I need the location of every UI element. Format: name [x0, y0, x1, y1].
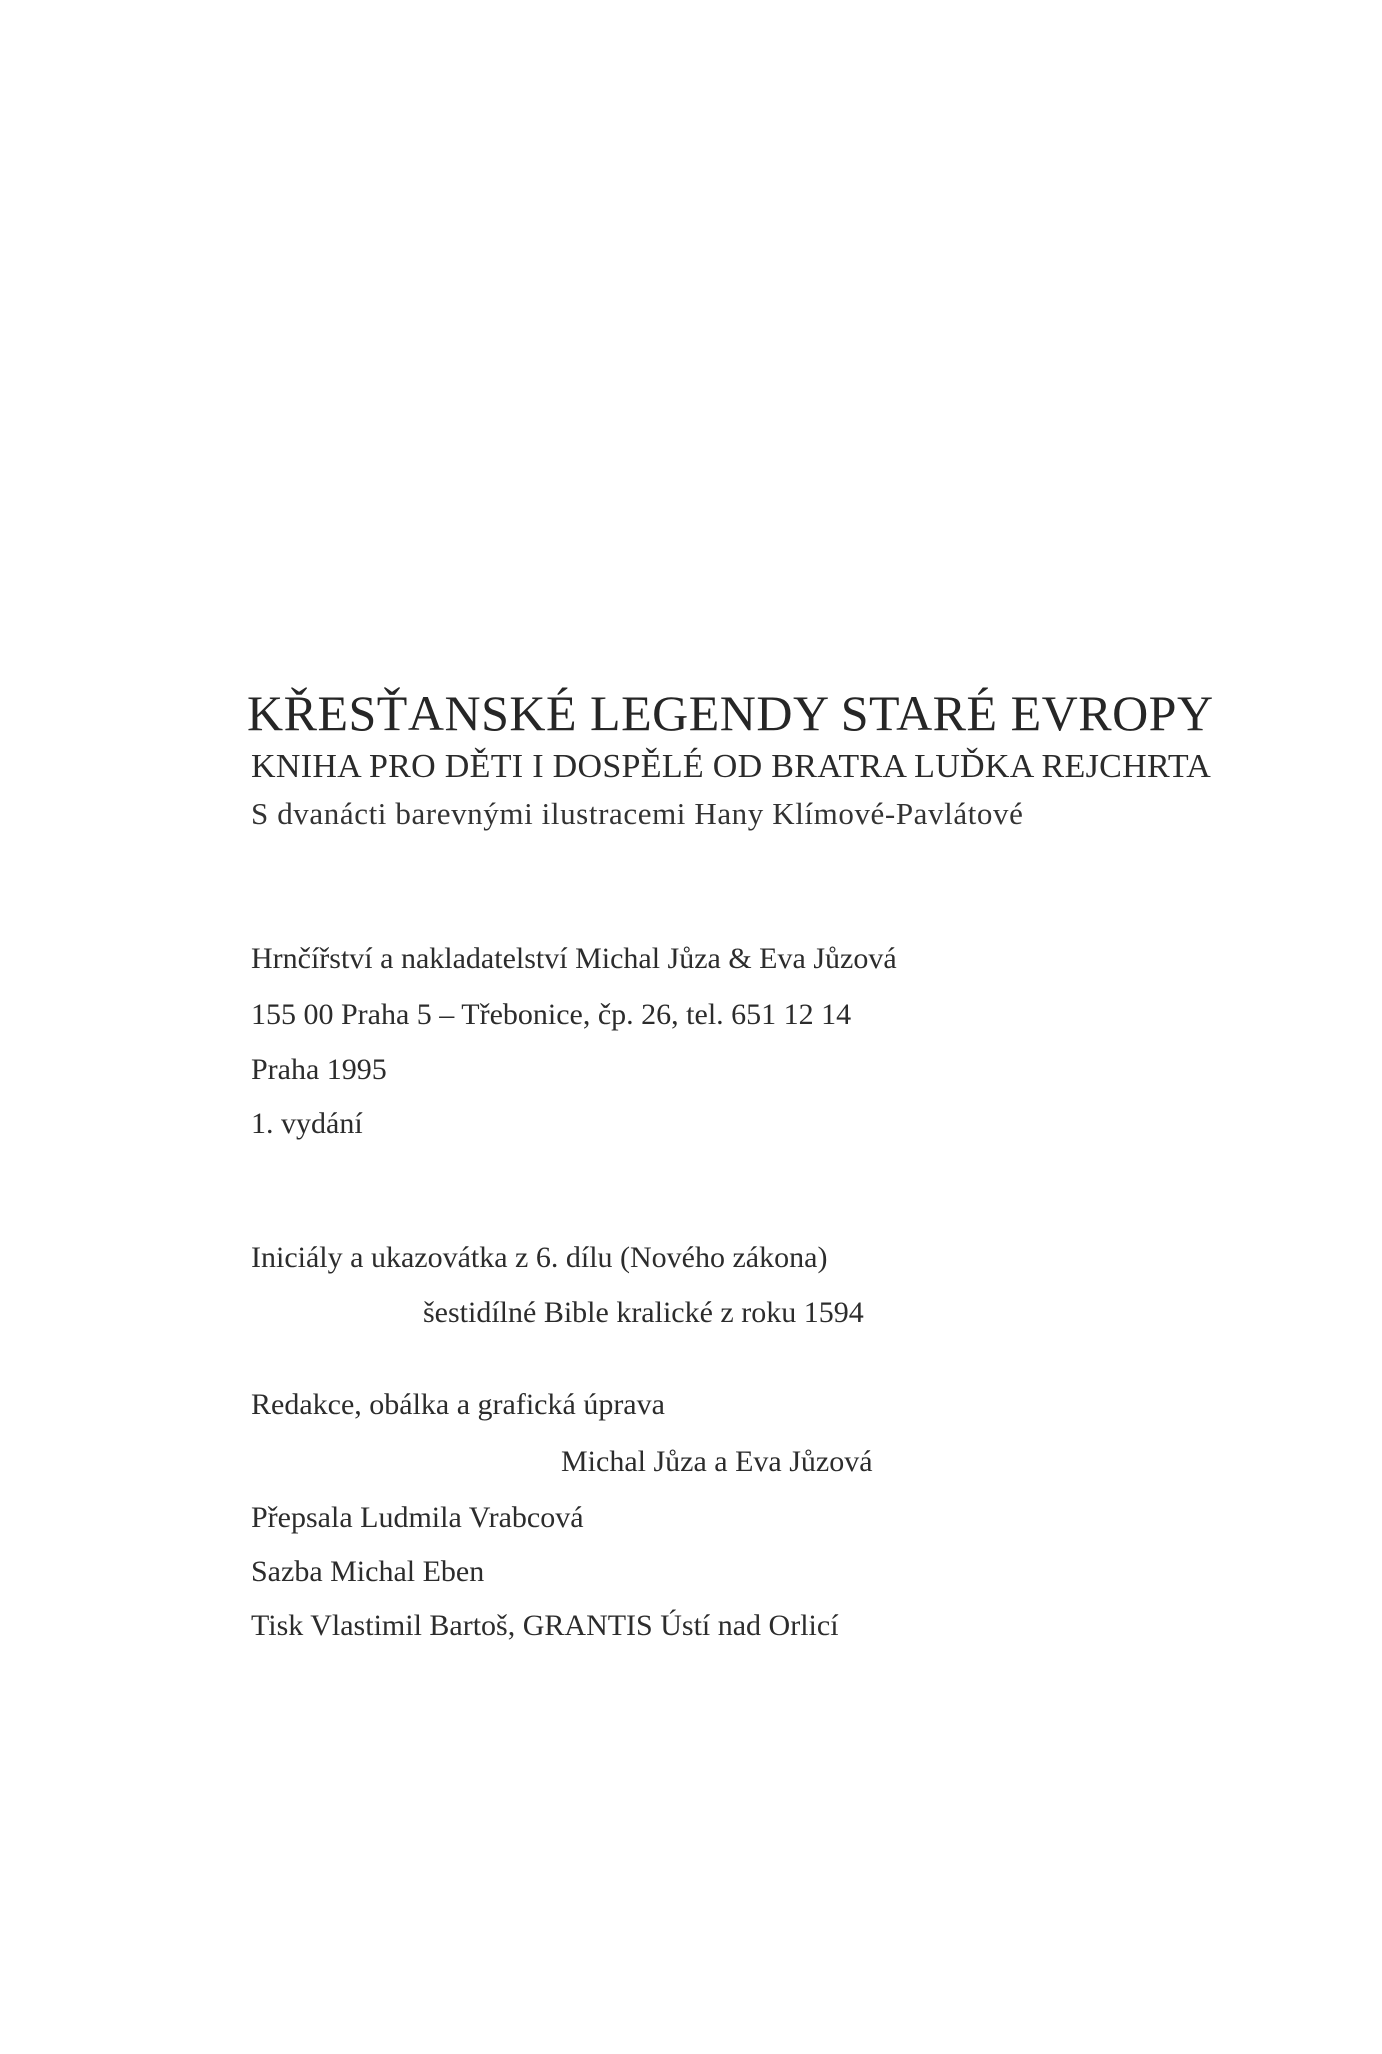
illustrations-note: S dvanácti barevnými ilustracemi Hany Klímové-Pavlátové: [251, 796, 1024, 831]
initials-source-line-1: Iniciály a ukazovátka z 6. dílu (Nového zákona): [251, 1241, 828, 1274]
publication-place-year: Praha 1995: [251, 1053, 387, 1086]
transcription-credit: Přepsala Ludmila Vrabcová: [251, 1501, 584, 1534]
book-title: KŘESŤANSKÉ LEGENDY STARÉ EVROPY: [247, 685, 1214, 741]
initials-source-line-2: šestidílné Bible kralické z roku 1594: [423, 1296, 864, 1329]
publisher-address: 155 00 Praha 5 – Třebonice, čp. 26, tel. 651 12 14: [251, 998, 852, 1031]
book-subtitle: KNIHA PRO DĚTI I DOSPĚLÉ OD BRATRA LUĎKA REJCHRTA: [251, 748, 1212, 785]
publisher-name: Hrnčířství a nakladatelství Michal Jůza & Eva Jůzová: [251, 942, 897, 975]
printing-credit: Tisk Vlastimil Bartoš, GRANTIS Ústí nad Orlicí: [251, 1609, 839, 1642]
typesetting-credit: Sazba Michal Eben: [251, 1555, 485, 1588]
edition-note: 1. vydání: [251, 1107, 363, 1140]
editing-credit-line-2: Michal Jůza a Eva Jůzová: [561, 1445, 873, 1478]
editing-credit-line-1: Redakce, obálka a grafická úprava: [251, 1388, 665, 1421]
